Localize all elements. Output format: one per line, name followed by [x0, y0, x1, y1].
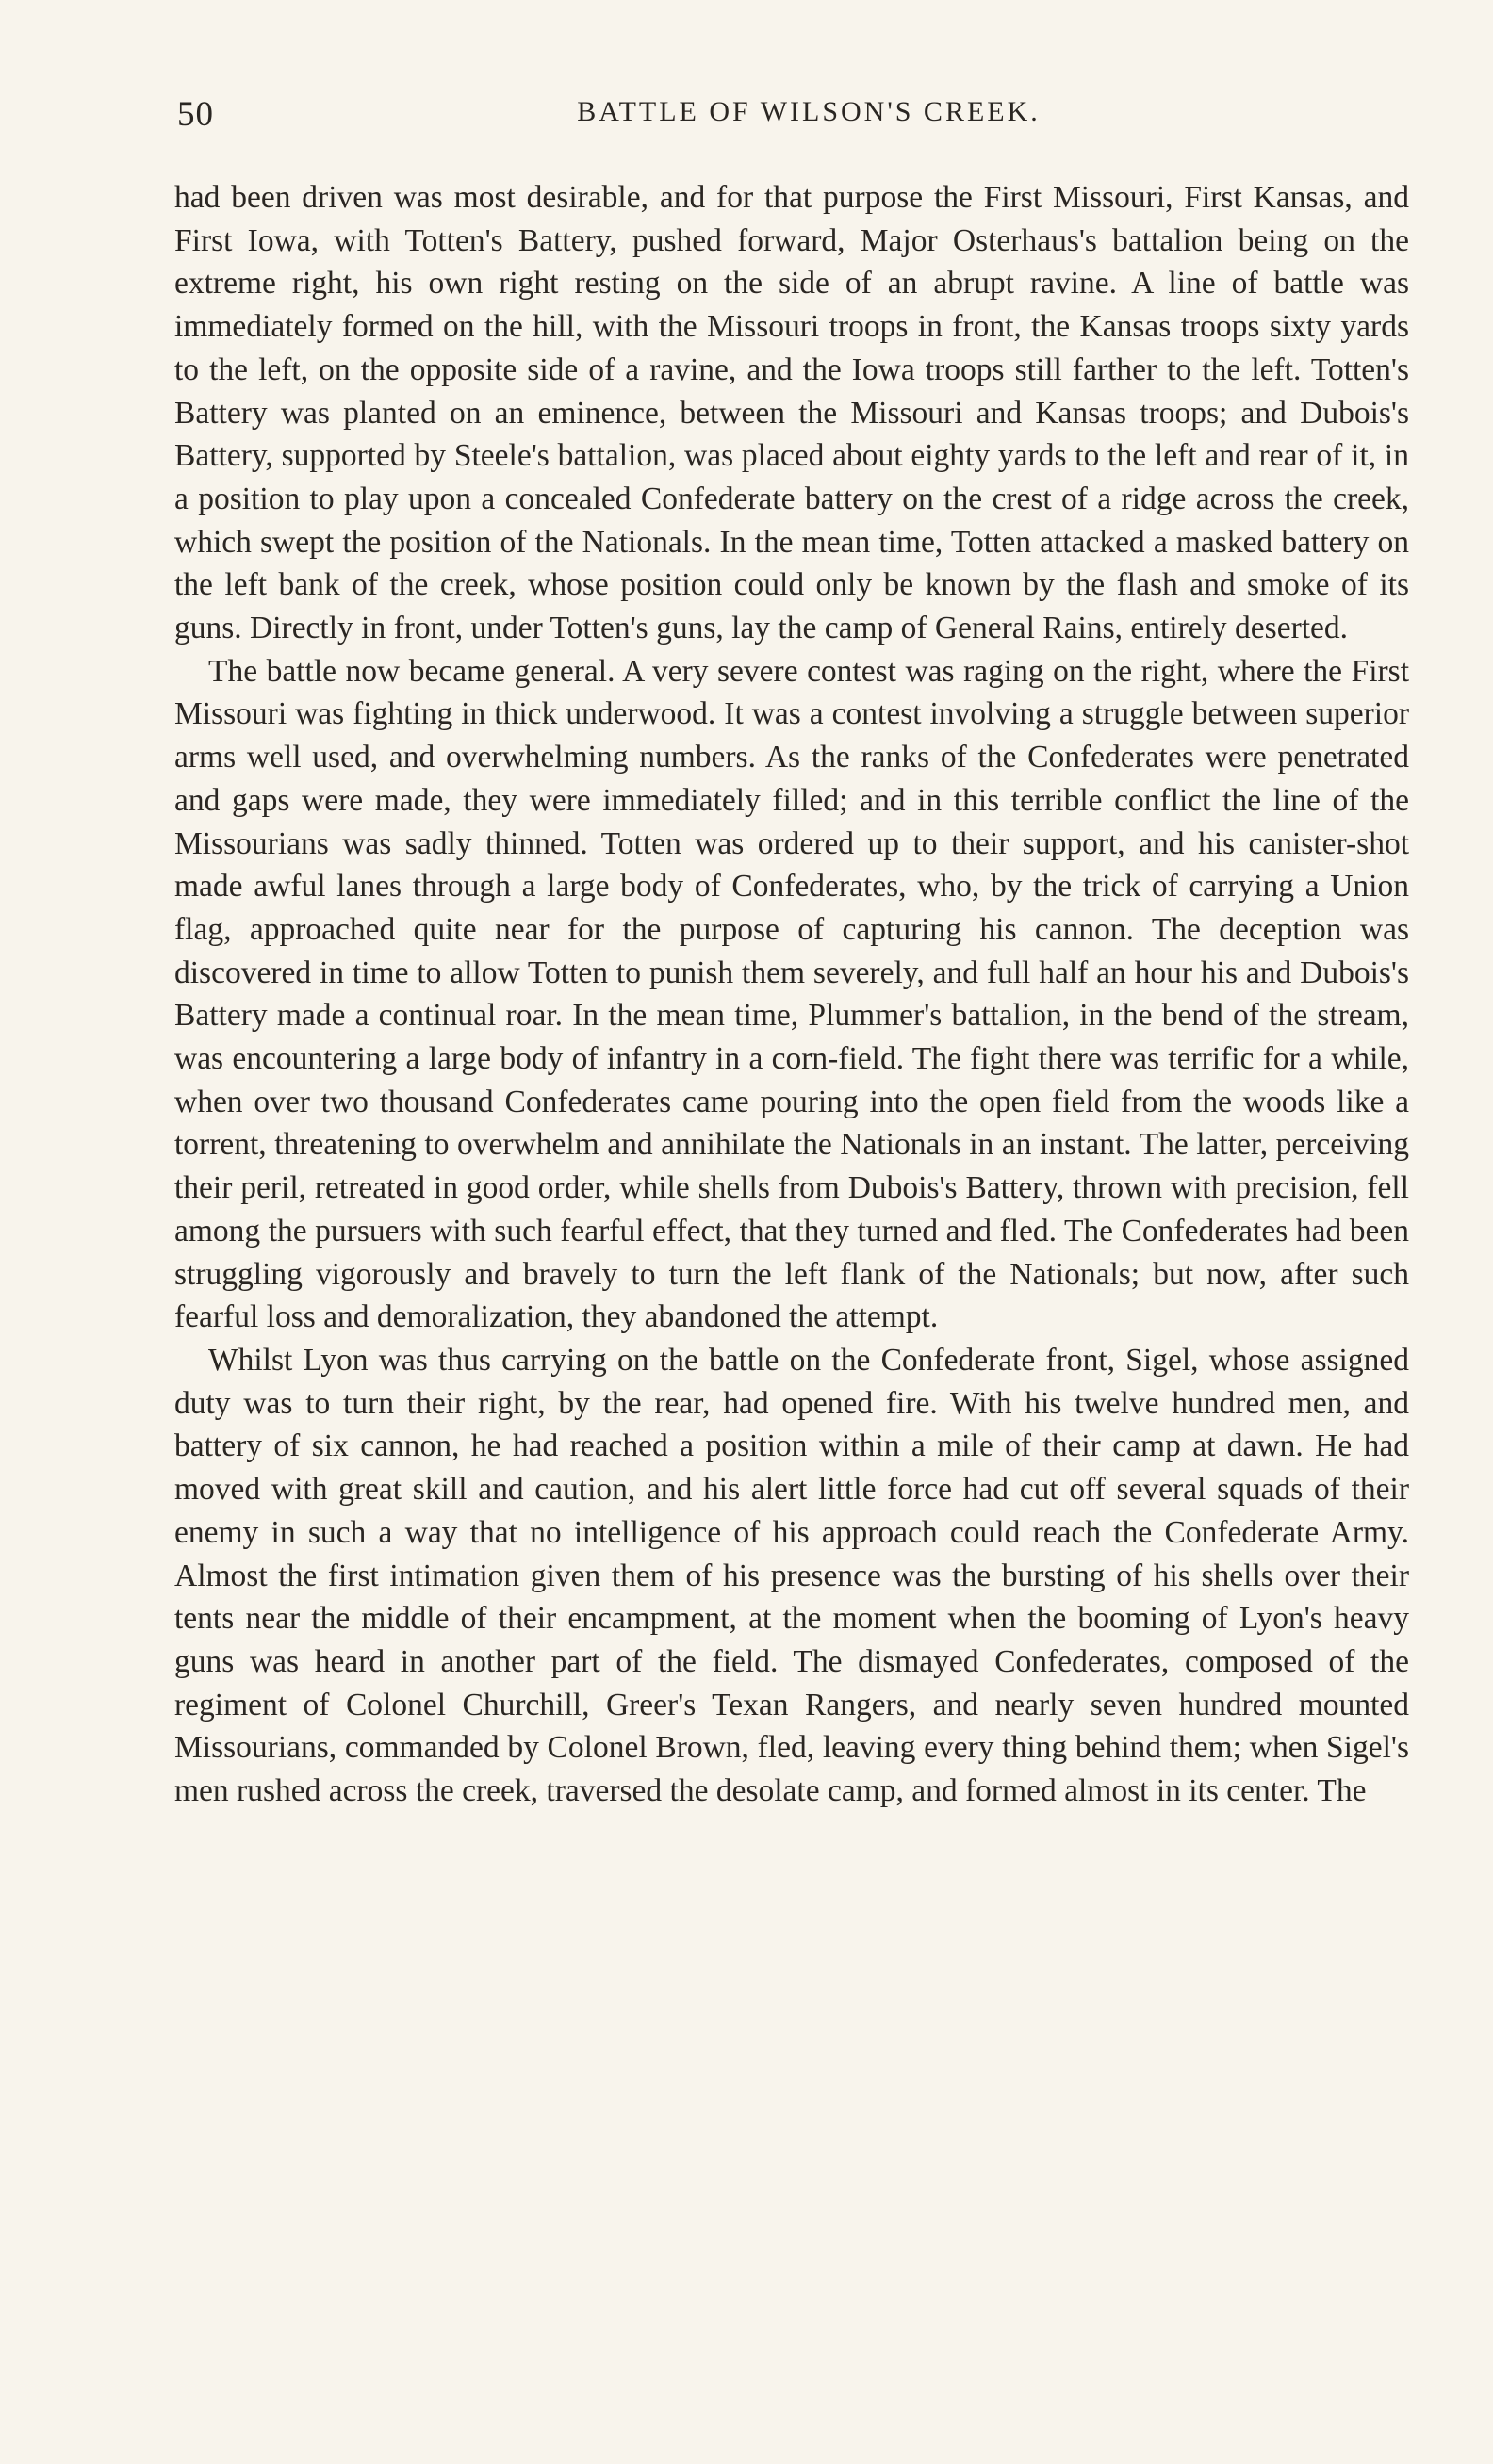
running-title: BATTLE OF WILSON'S CREEK.	[577, 96, 1041, 127]
paragraph-continued: had been driven was most desirable, and for that purpose the First Missouri, First Kansas, and First Iowa, with Totten's Battery, pushed forward, Major Osterhaus's battalion being on the extreme right, his own right resting on the side of an abrupt ravine. A line of battle was immediately formed on the hill, with the Missouri troops in front, the Kansas troops sixty yards to the left, on the opposite side of a ravine, and the Iowa troops still farther to the left. Totten's Battery was planted on an eminence, between the Missouri and Kansas troops; and Dubois's Battery, supported by Steele's battalion, was placed about eighty yards to the left and rear of it, in a position to play upon a concealed Confederate battery on the crest of a ridge across the creek, which swept the position of the Nationals. In the mean time, Totten attacked a masked battery on the left bank of the creek, whose position could only be known by the flash and smoke of its guns. Directly in front, under Totten's guns, lay the camp of General Rains, entirely deserted.	[174, 180, 1409, 646]
paragraph-sigel-attack: Whilst Lyon was thus carrying on the battle on the Confederate front, Sigel, whose assigned duty was to turn their right, by the rear, had opened fire. With his twelve hundred men, and battery of six cannon, he had reached a position within a mile of their camp at dawn. He had moved with great skill and caution, and his alert little force had cut off several squads of their enemy in such a way that no intelligence of his approach could reach the Confederate Army. Almost the first intimation given them of his presence was the bursting of his shells over their tents near the middle of their encampment, at the moment when the booming of Lyon's heavy guns was heard in another part of the field. The dismayed Confederates, composed of the regiment of Colonel Churchill, Greer's Texan Rangers, and nearly seven hundred mounted Missourians, commanded by Colonel Brown, fled, leaving every thing behind them; when Sigel's men rushed across the creek, traversed the desolate camp, and formed almost in its center. The	[174, 1342, 1409, 1809]
running-head	[177, 94, 1403, 151]
paragraph-battle-general: The battle now became general. A very severe contest was raging on the right, where the First Missouri was fighting in thick underwood. It was a contest involving a struggle between superior arms well used, and overwhelming numbers. As the ranks of the Confederates were penetrated and gaps were made, they were immediately filled; and in this terrible conflict the line of the Missourians was sadly thinned. Totten was ordered up to their support, and his canister-shot made awful lanes through a large body of Confederates, who, by the trick of carrying a Union flag, approached quite near for the purpose of capturing his cannon. The deception was discovered in time to allow Totten to punish them severely, and full half an hour his and Dubois's Battery made a continual roar. In the mean time, Plummer's battalion, in the bend of the stream, was encountering a large body of infantry in a corn-field. The fight there was terrific for a while, when over two thousand Confederates came pouring into the open field from the woods like a torrent, threatening to overwhelm and annihilate the Nationals in an instant. The latter, perceiving their peril, retreated in good order, while shells from Dubois's Battery, thrown with precision, fell among the pursuers with such fearful effect, that they turned and fled. The Confederates had been struggling vigorously and bravely to turn the left flank of the Nationals; but now, after such fearful loss and demoralization, they abandoned the attempt.	[174, 653, 1409, 1335]
page-number: 50	[177, 95, 214, 134]
body-text	[174, 176, 1409, 1813]
